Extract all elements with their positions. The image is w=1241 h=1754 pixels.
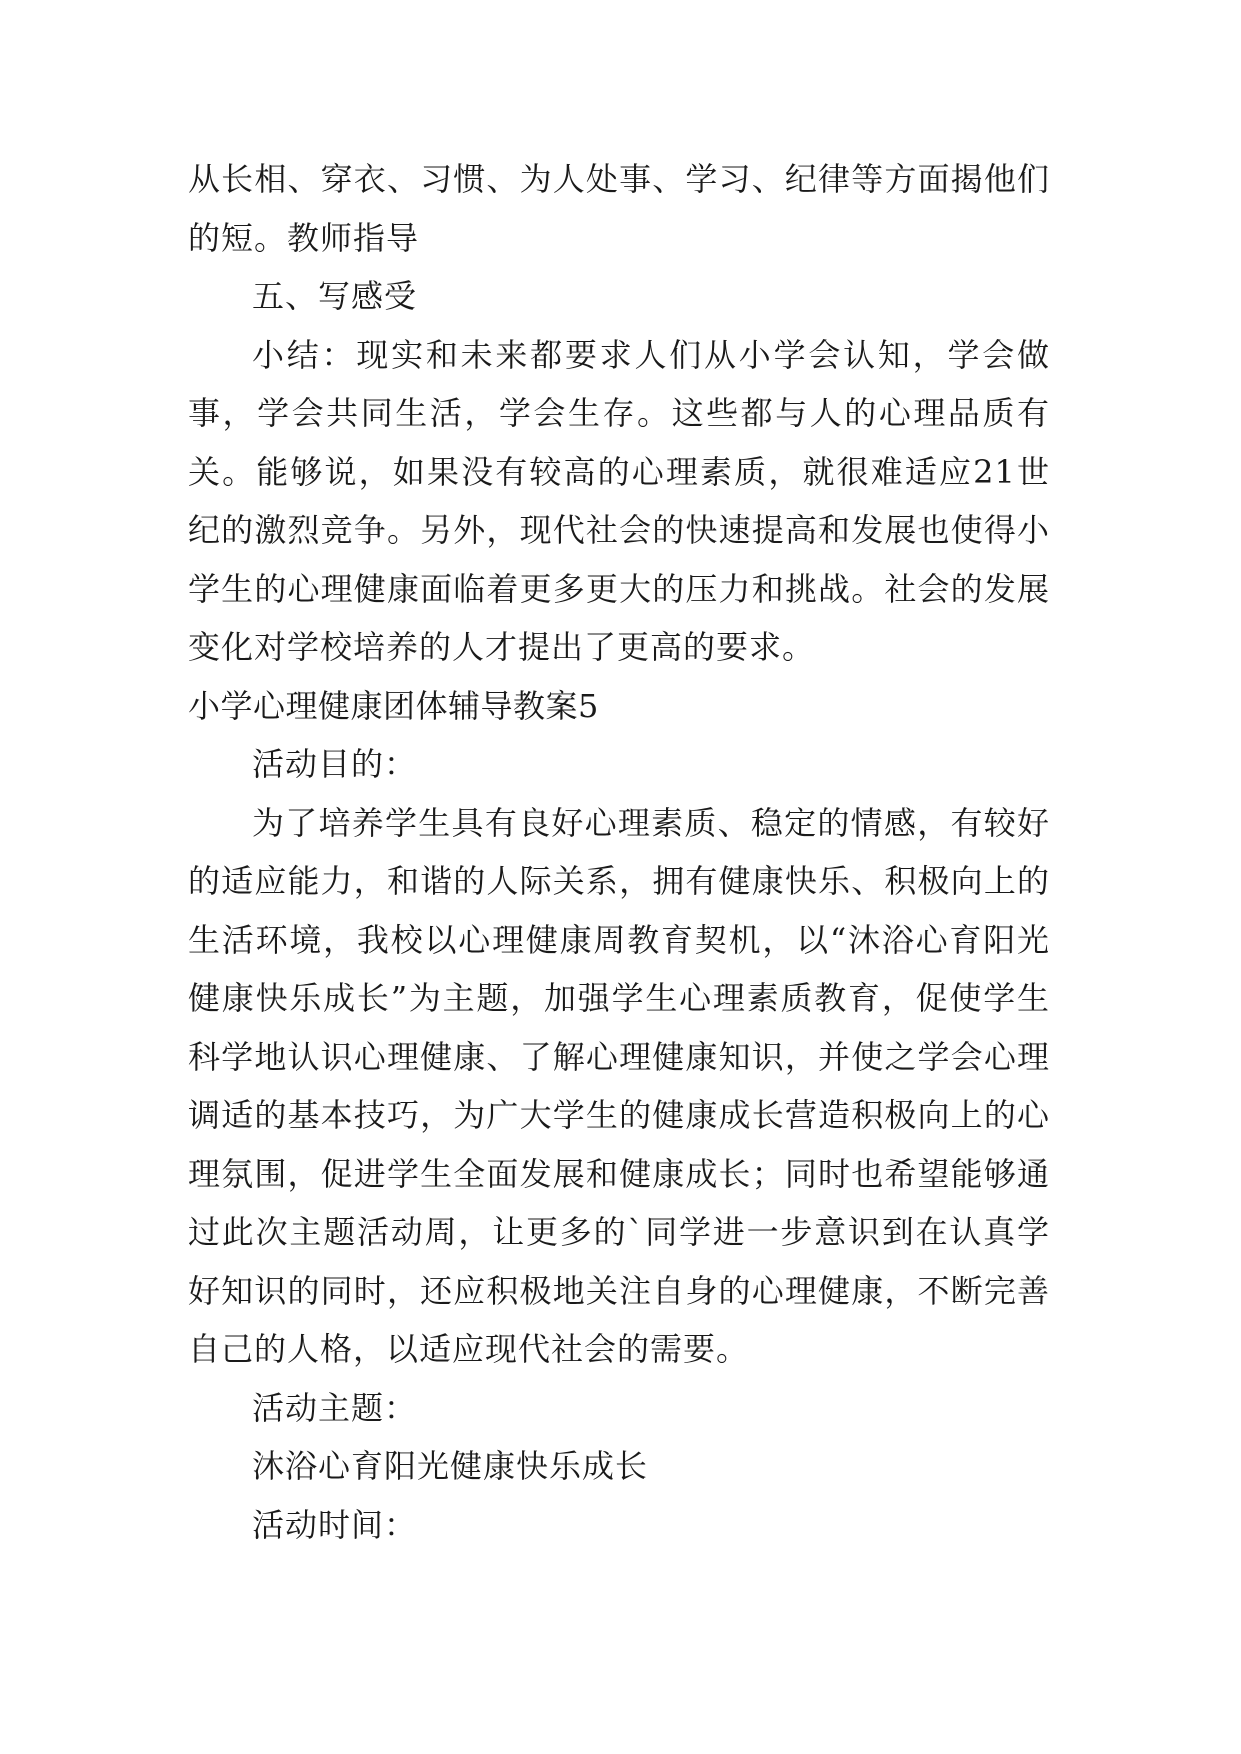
label-activity-theme: 活动主题： — [252, 1388, 418, 1427]
activity-theme-value: 沐浴心育阳光健康快乐成长 — [252, 1447, 649, 1485]
lesson-plan-title: 小学心理健康团体辅导教案5 — [188, 686, 599, 725]
label-activity-time: 活动时间： — [252, 1505, 418, 1544]
document-page — [188, 150, 1050, 1554]
paragraph-activity-purpose: 为了培养学生具有良好心理素质、稳定的情感，有较好的适应能力，和谐的人际关系，拥有健康快乐、积极向上的生活环境，我校以心理健康周教育契机，以“沐浴心育阳光健康快乐成长”为主题，加强学生心理素质教育，促使学生科学地认识心理健康、了解心理健康知识，并使之学会心理调适的基本技巧，为广大学生的健康成长营造积极向上的心理氛围，促进学生全面发展和健康成长；同时也希望能够通过此次主题活动周，让更多的`同学进一步意识到在认真学好知识的同时，还应积极地关注自身的心理健康，不断完善自己的人格，以适应现代社会的需要。 — [188, 803, 1050, 1368]
paragraph-continuation: 从长相、穿衣、习惯、为人处事、学习、纪律等方面揭他们的短。教师指导 — [188, 160, 1050, 257]
label-activity-purpose: 活动目的： — [252, 745, 418, 783]
section-heading-write-feelings: 五、写感受 — [252, 277, 418, 315]
paragraph-summary: 小结：现实和未来都要求人们从小学会认知，学会做事，学会共同生活，学会生存。这些都与人的心理品质有关。能够说，如果没有较高的心理素质，就很难适应21世纪的激烈竞争。另外，现代社会的快速提高和发展也使得小学生的心理健康面临着更多更大的压力和挑战。社会的发展变化对学校培养的人才提出了更高的要求。 — [188, 335, 1050, 666]
